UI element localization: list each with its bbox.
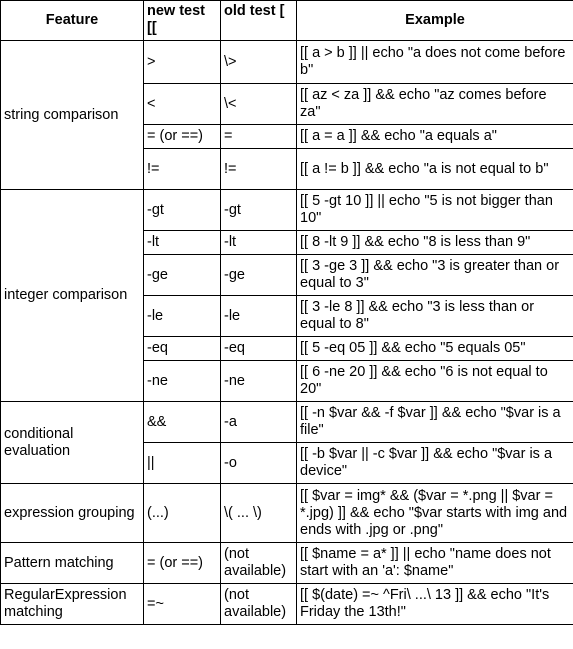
new-test-cell: -eq bbox=[144, 337, 221, 361]
example-cell: [[ 6 -ne 20 ]] && echo "6 is not equal to 20" bbox=[297, 361, 573, 402]
old-test-cell: \< bbox=[221, 84, 297, 125]
header-old-test: old test [ bbox=[221, 1, 297, 41]
old-test-cell: -a bbox=[221, 402, 297, 443]
old-test-cell: \( ... \) bbox=[221, 484, 297, 543]
example-cell: [[ 8 -lt 9 ]] && echo "8 is less than 9" bbox=[297, 231, 573, 255]
table-row bbox=[1, 484, 573, 543]
old-test-cell: != bbox=[221, 149, 297, 190]
new-test-cell: < bbox=[144, 84, 221, 125]
new-test-cell: =~ bbox=[144, 584, 221, 625]
new-test-cell: != bbox=[144, 149, 221, 190]
old-test-cell: -o bbox=[221, 443, 297, 484]
old-test-cell: (not available) bbox=[221, 584, 297, 625]
feature-conditional-evaluation: conditional evaluation bbox=[1, 402, 144, 484]
new-test-cell: -ne bbox=[144, 361, 221, 402]
new-test-cell: -gt bbox=[144, 190, 221, 231]
old-test-cell: -gt bbox=[221, 190, 297, 231]
header-example: Example bbox=[297, 1, 573, 41]
old-test-cell: -lt bbox=[221, 231, 297, 255]
feature-string-comparison: string comparison bbox=[1, 41, 144, 190]
new-test-cell: && bbox=[144, 402, 221, 443]
table-row bbox=[1, 402, 573, 443]
example-cell: [[ 3 -le 8 ]] && echo "3 is less than or equal to 8" bbox=[297, 296, 573, 337]
example-cell: [[ -b $var || -c $var ]] && echo "$var is a device" bbox=[297, 443, 573, 484]
example-cell: [[ $name = a* ]] || echo "name does not start with an 'a': $name" bbox=[297, 543, 573, 584]
feature-regex-matching: RegularExpression matching bbox=[1, 584, 144, 625]
old-test-cell: -eq bbox=[221, 337, 297, 361]
old-test-cell: = bbox=[221, 125, 297, 149]
feature-pattern-matching: Pattern matching bbox=[1, 543, 144, 584]
new-test-cell: = (or ==) bbox=[144, 125, 221, 149]
header-new-test: new test [[ bbox=[144, 1, 221, 41]
new-test-cell: = (or ==) bbox=[144, 543, 221, 584]
header-feature: Feature bbox=[1, 1, 144, 41]
example-cell: [[ 5 -eq 05 ]] && echo "5 equals 05" bbox=[297, 337, 573, 361]
example-cell: [[ $(date) =~ ^Fri\ ...\ 13 ]] && echo "It's Friday the 13th!" bbox=[297, 584, 573, 625]
table-row bbox=[1, 190, 573, 231]
new-test-cell: -le bbox=[144, 296, 221, 337]
new-test-cell: -ge bbox=[144, 255, 221, 296]
example-cell: [[ a > b ]] || echo "a does not come before b" bbox=[297, 41, 573, 84]
new-test-cell: -lt bbox=[144, 231, 221, 255]
new-test-cell: (...) bbox=[144, 484, 221, 543]
example-cell: [[ az < za ]] && echo "az comes before za" bbox=[297, 84, 573, 125]
old-test-cell: \> bbox=[221, 41, 297, 84]
old-test-cell: -ge bbox=[221, 255, 297, 296]
new-test-cell: || bbox=[144, 443, 221, 484]
example-cell: [[ 5 -gt 10 ]] || echo "5 is not bigger than 10" bbox=[297, 190, 573, 231]
example-cell: [[ -n $var && -f $var ]] && echo "$var is a file" bbox=[297, 402, 573, 443]
example-cell: [[ $var = img* && ($var = *.png || $var = *.jpg) ]] && echo "$var starts with img and ends with .jpg or .png" bbox=[297, 484, 573, 543]
table-row bbox=[1, 543, 573, 584]
example-cell: [[ 3 -ge 3 ]] && echo "3 is greater than or equal to 3" bbox=[297, 255, 573, 296]
table-row bbox=[1, 41, 573, 84]
new-test-cell: > bbox=[144, 41, 221, 84]
feature-integer-comparison: integer comparison bbox=[1, 190, 144, 402]
table-row bbox=[1, 584, 573, 625]
feature-expression-grouping: expression grouping bbox=[1, 484, 144, 543]
old-test-cell: -le bbox=[221, 296, 297, 337]
old-test-cell: (not available) bbox=[221, 543, 297, 584]
example-cell: [[ a = a ]] && echo "a equals a" bbox=[297, 125, 573, 149]
header-row bbox=[1, 1, 573, 41]
old-test-cell: -ne bbox=[221, 361, 297, 402]
example-cell: [[ a != b ]] && echo "a is not equal to b" bbox=[297, 149, 573, 190]
